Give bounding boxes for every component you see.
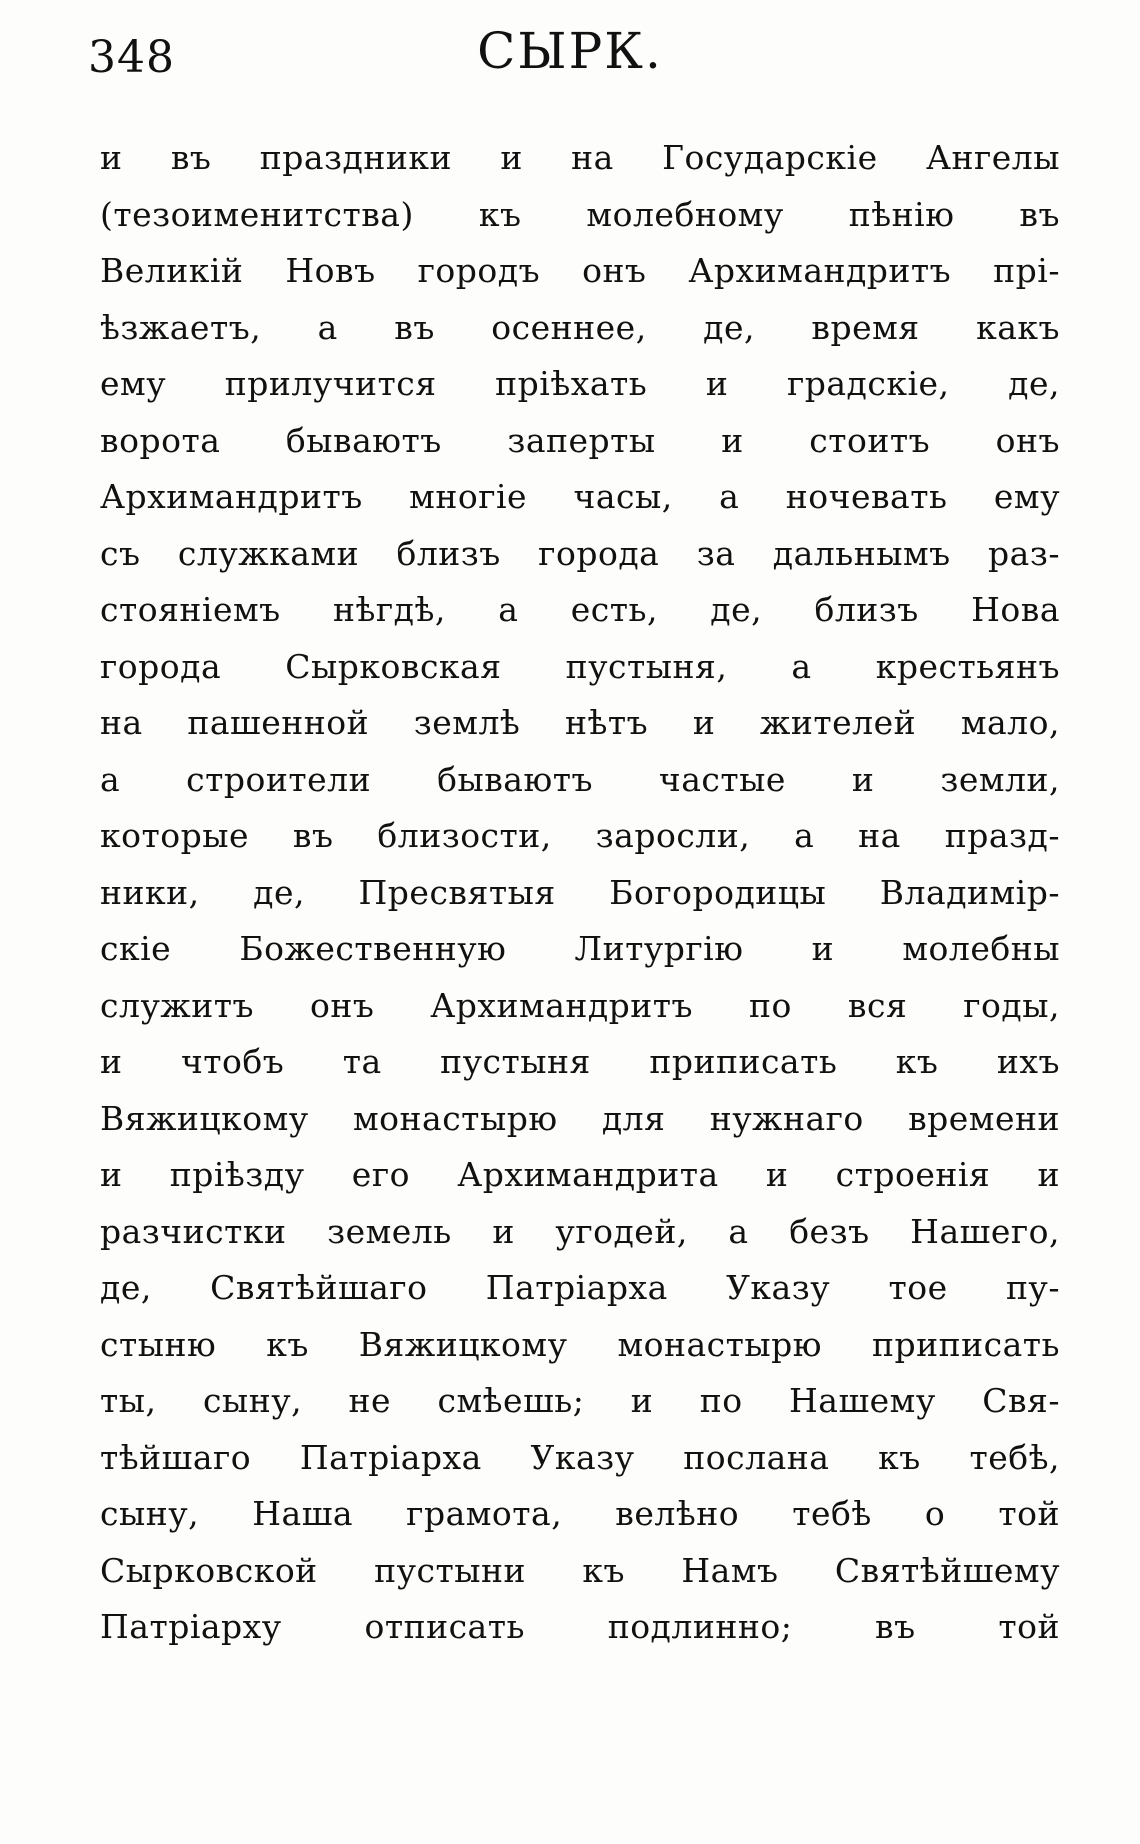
text-line: и прiѣзду его Архимандрита и строенiя и (100, 1155, 1060, 1194)
text-line: которые въ близости, заросли, а на празд- (100, 816, 1060, 855)
text-line: сыну, Наша грамота, велѣно тебѣ о той (100, 1494, 1060, 1533)
text-line: стыню къ Вяжицкому монастырю приписать (100, 1324, 1060, 1364)
text-line: стоянiемъ нѣгдѣ, а есть, де, близъ Нова (100, 590, 1060, 629)
text-line: съ служками близъ города за дальнымъ раз- (100, 533, 1060, 573)
text-line: ему прилучится прiѣхать и градскiе, де, (100, 364, 1060, 403)
text-line: ворота бываютъ заперты и стоитъ онъ (100, 420, 1060, 460)
text-line: Сырковской пустыни къ Намъ Святѣйшему (100, 1550, 1060, 1590)
text-line: де, Святѣйшаго Патрiарха Указу тое пу- (100, 1268, 1060, 1307)
text-line: служитъ онъ Архимандритъ по вся годы, (100, 985, 1060, 1025)
text-line: разчистки земель и угодей, а безъ Нашего, (100, 1211, 1060, 1251)
text-line: Патрiарху отписать подлинно; въ той (100, 1607, 1060, 1646)
body-text (100, 130, 1060, 1656)
text-line: и чтобъ та пустыня приписать къ ихъ (100, 1042, 1060, 1081)
page-number: 348 (88, 32, 175, 83)
text-line: города Сырковская пустыня, а крестьянъ (100, 646, 1060, 686)
text-line: а строители бываютъ частые и земли, (100, 759, 1060, 799)
text-line: Великiй Новъ городъ онъ Архимандритъ прi- (100, 251, 1060, 290)
text-line: тѣйшаго Патрiарха Указу послана къ тебѣ, (100, 1437, 1060, 1477)
text-line: (тезоименитства) къ молебному пѣнiю въ (100, 194, 1060, 234)
text-line: ѣзжаетъ, а въ осеннее, де, время какъ (100, 307, 1060, 347)
text-line: Архимандритъ многiе часы, а ночевать ему (100, 477, 1060, 516)
text-line: скiе Божественную Литургiю и молебны (100, 929, 1060, 968)
text-line: и въ праздники и на Государскiе Ангелы (100, 138, 1060, 177)
running-title: СЫРК. (477, 22, 663, 80)
text-line: Вяжицкому монастырю для нужнаго времени (100, 1098, 1060, 1138)
text-line: ники, де, Пресвятыя Богородицы Владимiр- (100, 872, 1060, 912)
text-line: ты, сыну, не смѣешь; и по Нашему Свя- (100, 1381, 1060, 1420)
text-line: на пашенной землѣ нѣтъ и жителей мало, (100, 703, 1060, 742)
